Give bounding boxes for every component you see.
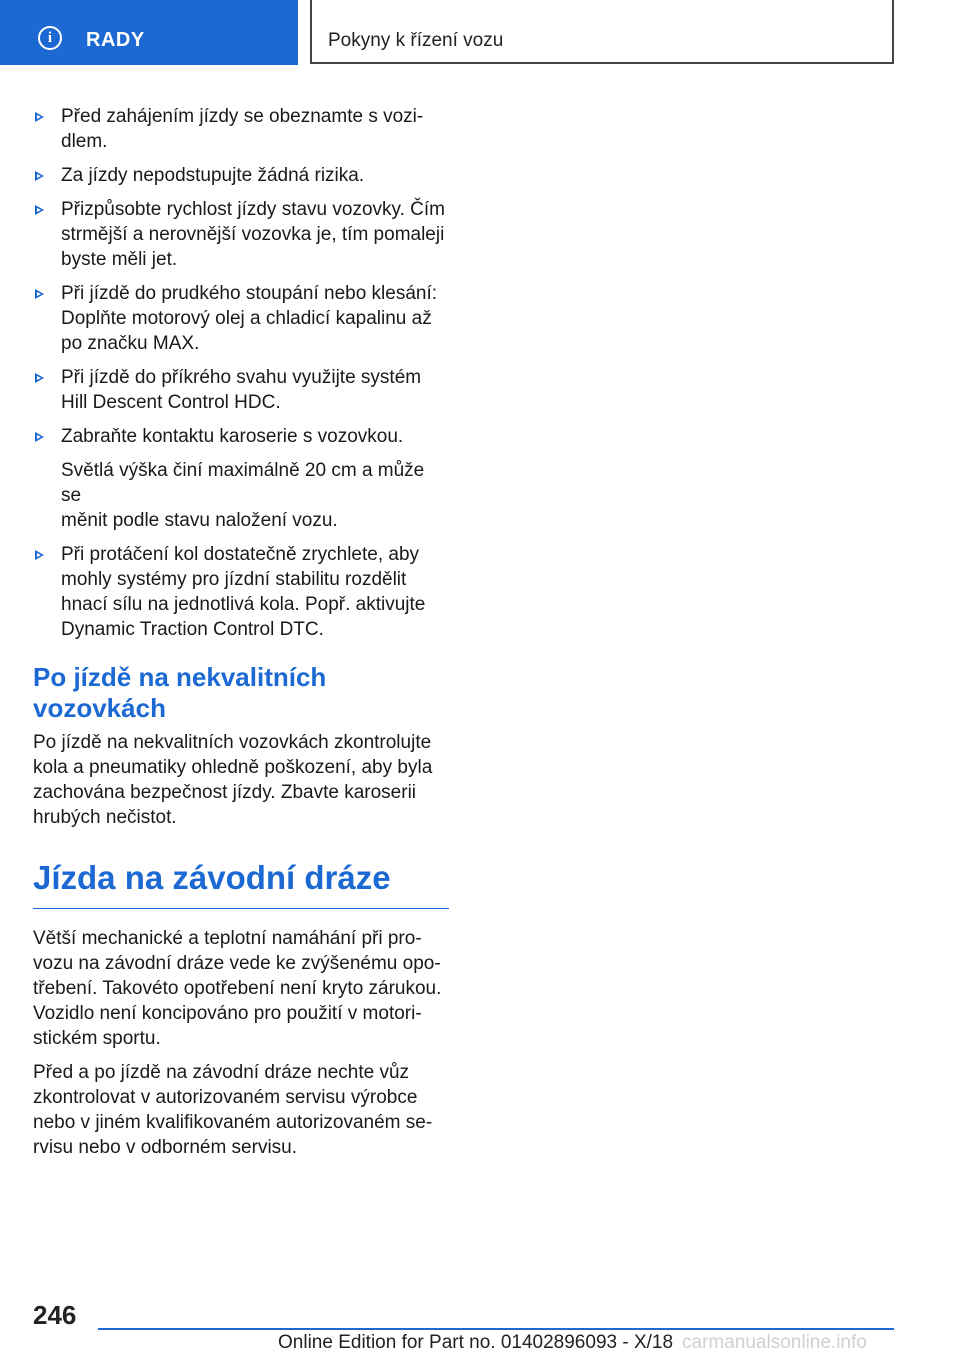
bullet-text-line: Doplňte motorový olej a chladicí kapalinu až bbox=[61, 308, 432, 329]
chapter-title: Pokyny k řízení vozu bbox=[328, 30, 504, 51]
bullet-text-line: byste měli jet. bbox=[61, 249, 178, 270]
bullet-text-line: mohly systémy pro jízdní stabilitu rozdělit bbox=[61, 569, 407, 590]
triangle-bullet-icon bbox=[35, 432, 44, 442]
bullet-item bbox=[33, 281, 449, 356]
bullet-note-line: měnit podle stavu naložení vozu. bbox=[61, 510, 338, 531]
info-icon-glyph: i bbox=[47, 29, 53, 46]
bullet-text-line: po značku MAX. bbox=[61, 333, 200, 354]
bullet-text-line: Zabraňte kontaktu karoserie s vozovkou. bbox=[61, 426, 404, 447]
triangle-bullet-icon bbox=[35, 373, 44, 383]
text-line: nebo v jiném kvalifikovaném autorizovaném se- bbox=[33, 1112, 433, 1133]
triangle-bullet-icon bbox=[35, 550, 44, 560]
text-line: Po jízdě na nekvalitních vozovkách zkontrolujte bbox=[33, 732, 432, 753]
bullet-text-line: hnací sílu na jednotlivá kola. Popř. aktivujte bbox=[61, 594, 426, 615]
bullet-item bbox=[33, 365, 449, 415]
text-line: Vozidlo není koncipováno pro použití v motori- bbox=[33, 1003, 422, 1024]
bullet-text-line: Při jízdě do příkrého svahu využijte systém bbox=[61, 367, 422, 388]
text-line: stickém sportu. bbox=[33, 1028, 161, 1049]
text-line: Větší mechanické a teplotní namáhání při pro- bbox=[33, 928, 422, 949]
triangle-bullet-icon bbox=[35, 171, 44, 181]
bullet-item bbox=[33, 163, 449, 188]
info-icon bbox=[38, 26, 62, 50]
subsection-heading-line: Po jízdě na nekvalitních bbox=[33, 662, 327, 692]
text-line: rvisu nebo v odborném servisu. bbox=[33, 1137, 298, 1158]
bullet-text-line: Při protáčení kol dostatečně zrychlete, aby bbox=[61, 544, 420, 565]
page-number: 246 bbox=[33, 1300, 77, 1330]
text-line: třebení. Takovéto opotřebení není kryto zárukou. bbox=[33, 978, 442, 999]
text-line: Před a po jízdě na závodní dráze nechte vůz bbox=[33, 1062, 410, 1083]
bullet-note-line: Světlá výška činí maximálně 20 cm a může se bbox=[61, 460, 425, 506]
section-paragraph bbox=[33, 926, 449, 1051]
subsection-heading-line: vozovkách bbox=[33, 693, 166, 723]
text-line: hrubých nečistot. bbox=[33, 807, 177, 828]
subsection-heading bbox=[33, 662, 449, 724]
bullet-item bbox=[33, 104, 449, 154]
content-column bbox=[33, 104, 449, 1169]
bullet-text-line: strmější a nerovnější vozovka je, tím pomaleji bbox=[61, 224, 445, 245]
section-tab-label: RADY bbox=[86, 29, 145, 51]
bullet-text-line: Přizpůsobte rychlost jízdy stavu vozovky. Čím bbox=[61, 199, 445, 220]
watermark: carmanualsonline.info bbox=[682, 1332, 867, 1353]
section-paragraph bbox=[33, 1060, 449, 1160]
text-line: vozu na závodní dráze vede ke zvýšenému opo- bbox=[33, 953, 441, 974]
bullet-note bbox=[61, 458, 449, 533]
triangle-bullet-icon bbox=[35, 289, 44, 299]
section-tab bbox=[0, 0, 298, 65]
bullet-item bbox=[33, 197, 449, 272]
bullet-text-line: Dynamic Traction Control DTC. bbox=[61, 619, 324, 640]
text-line: zkontrolovat v autorizovaném servisu výrobce bbox=[33, 1087, 418, 1108]
triangle-bullet-icon bbox=[35, 112, 44, 122]
bullet-text-line: Při jízdě do prudkého stoupání nebo klesání: bbox=[61, 283, 438, 304]
subsection-paragraph bbox=[33, 730, 449, 830]
bullet-list bbox=[33, 104, 449, 642]
footer-rule bbox=[98, 1328, 894, 1330]
edition-info: Online Edition for Part no. 01402896093 - X/18 bbox=[278, 1332, 674, 1353]
bullet-text-line: Za jízdy nepodstupujte žádná rizika. bbox=[61, 165, 365, 186]
triangle-bullet-icon bbox=[35, 205, 44, 215]
chapter-title-box bbox=[310, 0, 894, 64]
bullet-text-line: dlem. bbox=[61, 131, 108, 152]
text-line: kola a pneumatiky ohledně poškození, aby byla bbox=[33, 757, 433, 778]
bullet-text-line: Před zahájením jízdy se obeznamte s vozi- bbox=[61, 106, 424, 127]
section-heading: Jízda na závodní dráze bbox=[33, 858, 449, 909]
text-line: zachována bezpečnost jízdy. Zbavte karoserii bbox=[33, 782, 417, 803]
bullet-text-line: Hill Descent Control HDC. bbox=[61, 392, 281, 413]
bullet-item bbox=[33, 542, 449, 642]
bullet-item bbox=[33, 424, 449, 533]
